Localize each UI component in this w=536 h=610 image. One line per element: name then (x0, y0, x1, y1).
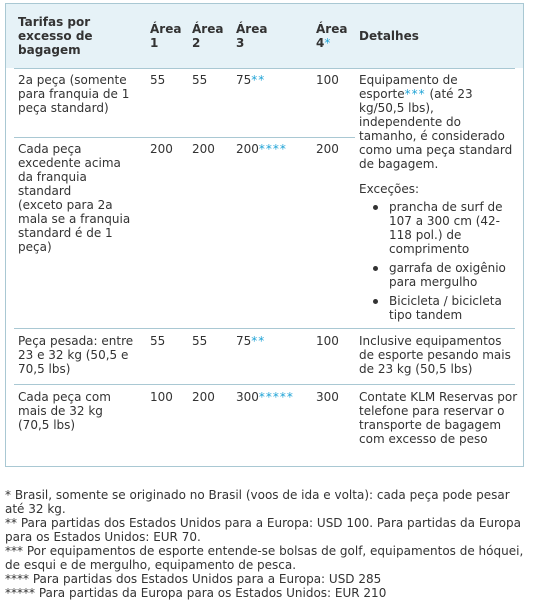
row-divider (14, 68, 515, 69)
exception-item: garrafa de oxigênio para mergulho (359, 261, 519, 289)
row1-area3-value: 75 (236, 73, 252, 87)
header-area-3-word: Área (236, 22, 268, 36)
row1-details-b: (até 23 kg/50,5 lbs), independente do tamanho, é considerado como uma peça standard de bagagem. (359, 87, 513, 171)
exceptions-list (359, 200, 519, 322)
header-area-3-num: 3 (236, 36, 245, 50)
row3-area3 (236, 334, 265, 348)
row4-area3 (236, 390, 294, 404)
row1-details-a: Equipamento de esporte (359, 73, 458, 101)
row1-details (359, 73, 519, 171)
exception-item: prancha de surf de 107 a 300 cm (42-118 pol.) de comprimento (359, 200, 519, 256)
header-area-2 (192, 22, 232, 50)
footnote: *** Por equipamentos de esporte entende-se bolsas de golf, equipamentos de hóquei, de esqui e de mergulho, equipamento de pesca. (5, 544, 524, 572)
footnote: **** Para partidas dos Estados Unidos para a Europa: USD 285 (5, 572, 382, 586)
row1-area2: 55 (192, 73, 208, 87)
row2-area3 (236, 142, 287, 156)
row4-description: Cada peça com mais de 32 kg (70,5 lbs) (18, 390, 111, 432)
footnote: ** Para partidas dos Estados Unidos para a Europa: USD 100. Para partidas da Europa para os Estados Unidos: EUR 70. (5, 516, 521, 544)
row4-area1: 100 (150, 390, 173, 404)
row3-area3-value: 75 (236, 334, 252, 348)
excess-baggage-table (5, 3, 524, 467)
row2-description (18, 142, 138, 254)
row3-description: Peça pesada: entre 23 e 32 kg (50,5 e 70,5 lbs) (18, 334, 134, 376)
row2-area1: 200 (150, 142, 173, 156)
row1-area1: 55 (150, 73, 166, 87)
exceptions-title: Exceções: (359, 182, 420, 196)
header-area-4-num: 4 (316, 36, 325, 50)
header-area-2-num: 2 (192, 36, 201, 50)
row2-area3-value: 200 (236, 142, 259, 156)
row3-area2: 55 (192, 334, 208, 348)
row3-area3-stars: ** (251, 334, 266, 348)
header-area-2-word: Área (192, 22, 224, 36)
row2-exceptions (359, 182, 519, 327)
header-area-1 (150, 22, 190, 50)
row2-area4: 200 (316, 142, 339, 156)
header-details: Detalhes (359, 29, 419, 43)
row3-area4: 100 (316, 334, 339, 348)
row3-details: Inclusive equipamentos de esporte pesando mais de 23 kg (50,5 lbs) (359, 334, 511, 376)
footnote: * Brasil, somente se originado no Brasil (voos de ida e volta): cada peça pode pesar até 32 kg. (5, 488, 510, 516)
header-area-3 (236, 22, 276, 50)
header-area-4-word: Área (316, 22, 348, 36)
row1-area4: 100 (316, 73, 339, 87)
row1-area3 (236, 73, 265, 87)
row2-area3-stars: **** (258, 142, 287, 156)
row-divider (14, 384, 515, 385)
row3-area1: 55 (150, 334, 166, 348)
row4-details: Contate KLM Reservas por telefone para reservar o transporte de bagagem com excesso de peso (359, 390, 518, 446)
row2-description-main: Cada peça excedente acima da franquia standard (18, 142, 121, 198)
row1-details-stars: *** (404, 87, 426, 101)
footnote: ***** Para partidas da Europa para os Estados Unidos: EUR 210 (5, 586, 387, 600)
header-area-1-word: Área (150, 22, 182, 36)
row-divider (14, 328, 515, 329)
footnotes (5, 488, 530, 600)
row2-description-note: (exceto para 2a mala se a franquia standard é de 1 peça) (18, 198, 131, 254)
row1-description: 2a peça (somente para franquia de 1 peça standard) (18, 73, 130, 115)
row4-area3-stars: ***** (258, 390, 294, 404)
row1-area3-stars: ** (251, 73, 266, 87)
row4-area3-value: 300 (236, 390, 259, 404)
row4-area2: 200 (192, 390, 215, 404)
header-area-4 (316, 22, 356, 50)
header-area-1-num: 1 (150, 36, 159, 50)
row4-area4: 300 (316, 390, 339, 404)
header-area-4-star: * (324, 36, 332, 50)
row2-area2: 200 (192, 142, 215, 156)
exception-item: Bicicleta / bicicleta tipo tandem (359, 294, 519, 322)
header-fees: Tarifas por excesso de bagagem (18, 15, 93, 57)
row-divider (14, 137, 355, 138)
